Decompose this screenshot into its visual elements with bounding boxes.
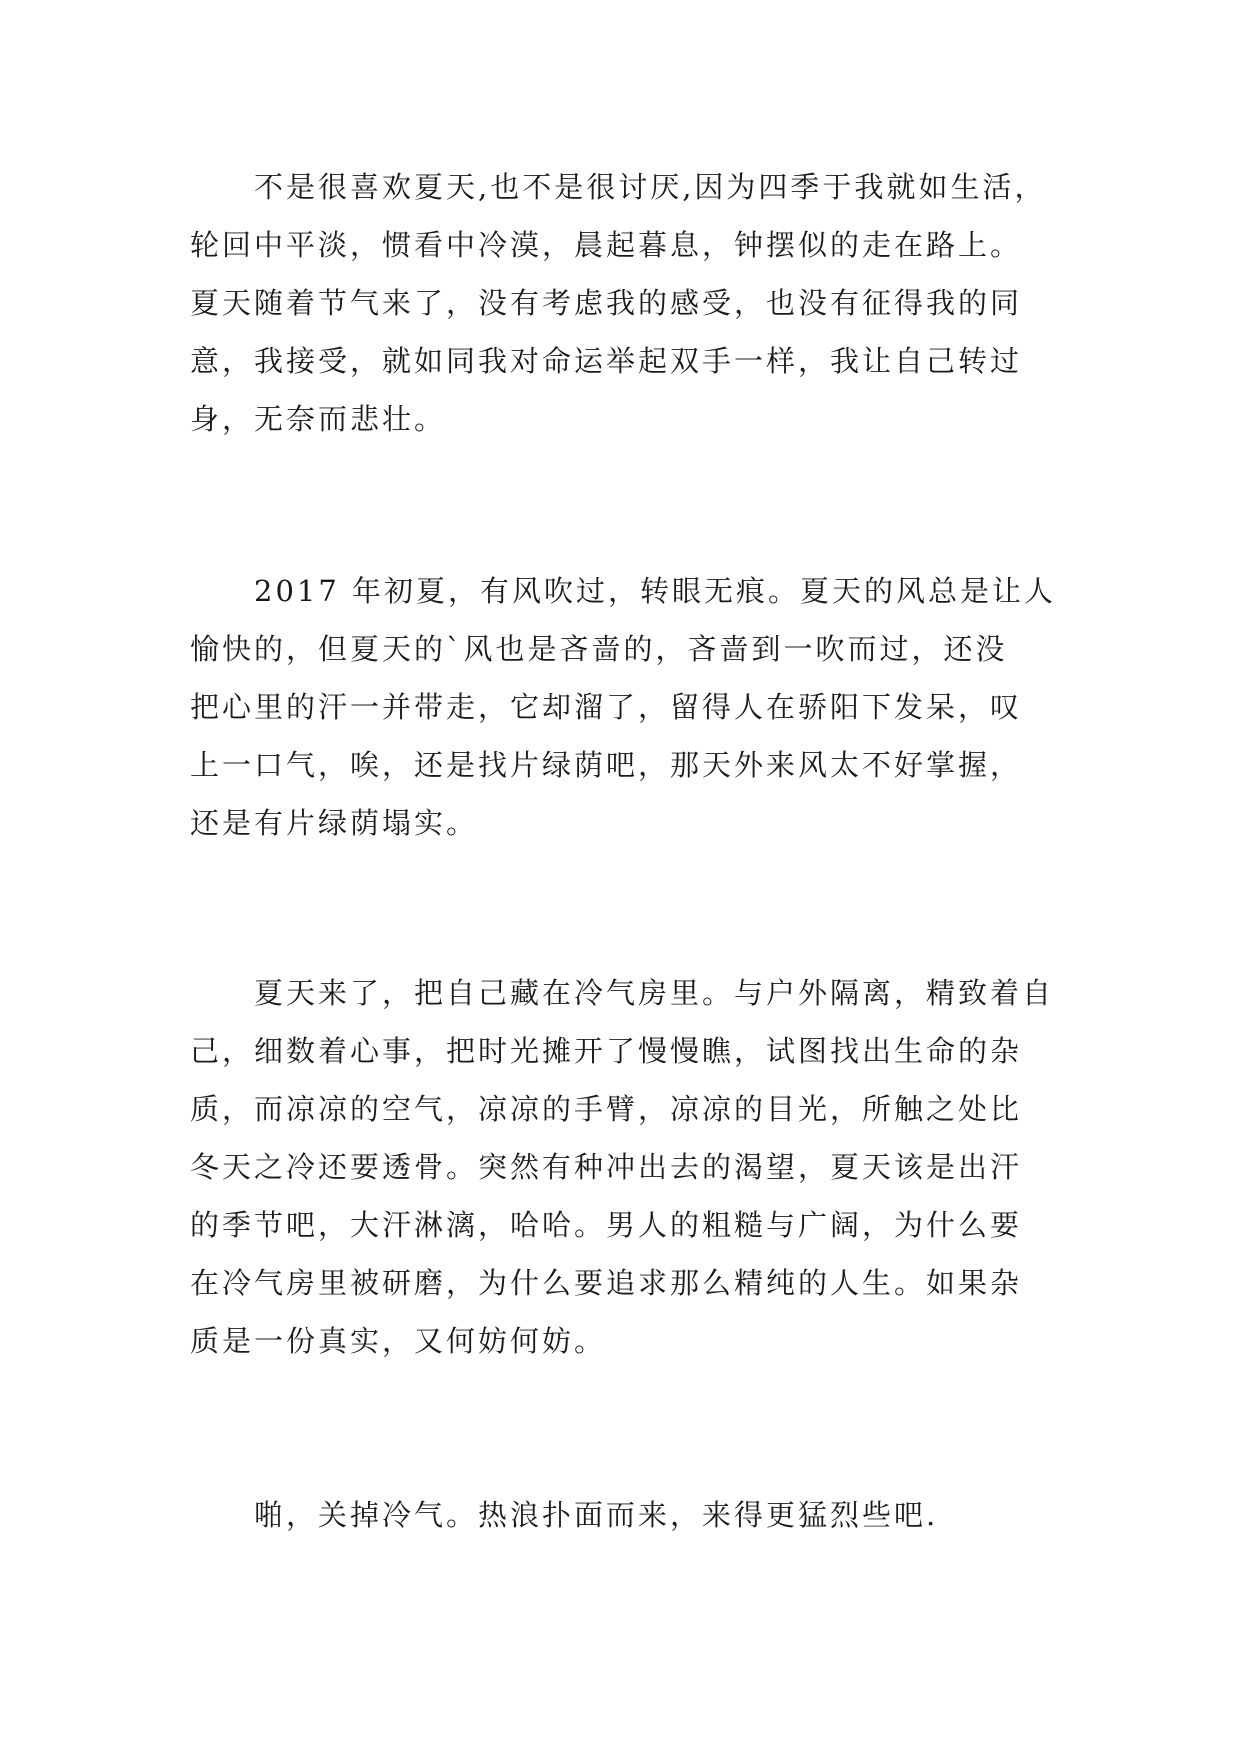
paragraph-line: 轮回中平淡，惯看中冷漠，晨起暮息，钟摆似的走在路上。 (190, 228, 1023, 262)
paragraph-line: 身，无奈而悲壮。 (190, 402, 447, 436)
paragraph-line: 己，细数着心事，把时光摊开了慢慢瞧，试图找出生命的杂 (190, 1034, 1023, 1068)
paragraph-line: 还是有片绿荫塌实。 (190, 806, 479, 840)
paragraph-3 (190, 964, 1070, 1370)
paragraph-line: 不是很喜欢夏天,也不是很讨厌,因为四季于我就如生活， (190, 170, 1047, 204)
paragraph-line: 夏天来了，把自己藏在冷气房里。与户外隔离，精致着自 (190, 976, 1055, 1010)
paragraph-2 (190, 562, 1070, 852)
paragraph-line: 的季节吧，大汗淋漓，哈哈。男人的粗糙与广阔，为什么要 (190, 1208, 1023, 1242)
paragraph-line: 啪，关掉冷气。热浪扑面而来，来得更猛烈些吧. (190, 1498, 939, 1532)
paragraph-line: 在冷气房里被研磨，为什么要追求那么精纯的人生。如果杂 (190, 1266, 1023, 1300)
paragraph-line: 意，我接受，就如同我对命运举起双手一样，我让自己转过 (190, 344, 1023, 378)
paragraph-line: 夏天随着节气来了，没有考虑我的感受，也没有征得我的同 (190, 286, 1023, 320)
paragraph-line: 质是一份真实，又何妨何妨。 (190, 1324, 607, 1358)
paragraph-line: 冬天之冷还要透骨。突然有种冲出去的渴望，夏天该是出汗 (190, 1150, 1023, 1184)
paragraph-1 (190, 158, 1070, 448)
paragraph-line: 2017 年初夏，有风吹过，转眼无痕。夏天的风总是让人 (190, 574, 1057, 608)
paragraph-line: 上一口气，唉，还是找片绿荫吧，那天外来风太不好掌握， (190, 748, 1023, 782)
paragraph-line: 愉快的，但夏天的`风也是吝啬的，吝啬到一吹而过，还没 (190, 632, 1008, 666)
paragraph-4 (190, 1486, 1070, 1544)
paragraph-line: 把心里的汗一并带走，它却溜了，留得人在骄阳下发呆，叹 (190, 690, 1023, 724)
paragraph-line: 质，而凉凉的空气，凉凉的手臂，凉凉的目光，所触之处比 (190, 1092, 1023, 1126)
